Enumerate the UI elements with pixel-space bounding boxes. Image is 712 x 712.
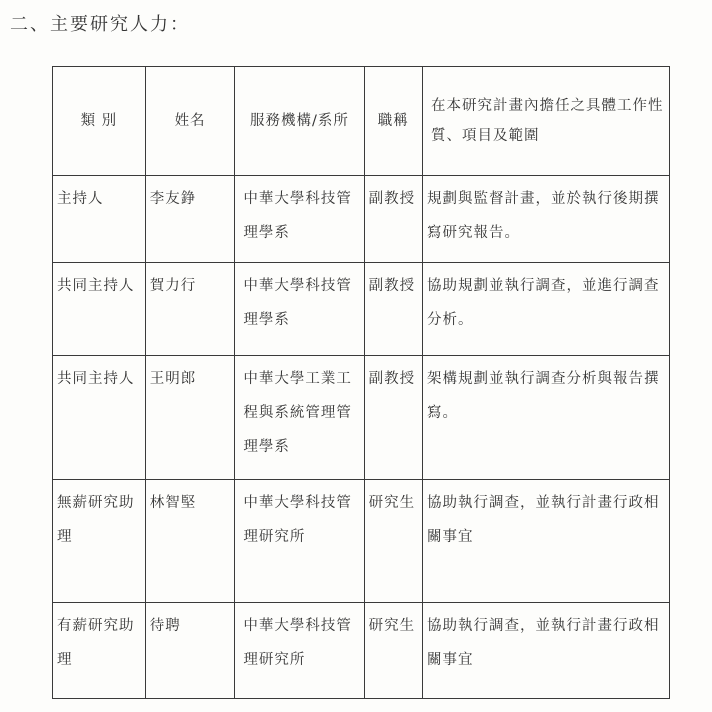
header-duties: 在本研究計畫內擔任之具體工作性質、項目及範圍 xyxy=(422,67,669,176)
table-row xyxy=(53,603,670,699)
cell-name: 待聘 xyxy=(145,603,235,699)
cell-position: 副教授 xyxy=(364,356,422,480)
cell-name: 林智堅 xyxy=(145,480,235,603)
cell-duties: 協助規劃並執行調查，並進行調查分析。 xyxy=(422,263,669,356)
cell-affiliation: 中華大學工業工程與系統管理管理學系 xyxy=(235,356,364,480)
cell-name: 賀力行 xyxy=(145,263,235,356)
cell-category: 有薪研究助理 xyxy=(53,603,146,699)
cell-category: 主持人 xyxy=(53,176,146,263)
cell-position: 副教授 xyxy=(364,176,422,263)
research-staff-table xyxy=(52,66,670,699)
cell-duties: 規劃與監督計畫，並於執行後期撰寫研究報告。 xyxy=(422,176,669,263)
cell-position: 研究生 xyxy=(364,603,422,699)
header-affiliation: 服務機構/系所 xyxy=(235,67,364,176)
cell-name: 李友錚 xyxy=(145,176,235,263)
cell-position: 研究生 xyxy=(364,480,422,603)
cell-category: 無薪研究助理 xyxy=(53,480,146,603)
cell-duties: 協助執行調查，並執行計畫行政相關事宜 xyxy=(422,603,669,699)
header-category: 類 別 xyxy=(53,67,146,176)
cell-duties: 架構規劃並執行調查分析與報告撰寫。 xyxy=(422,356,669,480)
cell-affiliation: 中華大學科技管理研究所 xyxy=(235,480,364,603)
table-row xyxy=(53,263,670,356)
cell-name: 王明郎 xyxy=(145,356,235,480)
table-row xyxy=(53,356,670,480)
cell-affiliation: 中華大學科技管理研究所 xyxy=(235,603,364,699)
cell-affiliation: 中華大學科技管理學系 xyxy=(235,176,364,263)
section-title: 二、主要研究人力： xyxy=(10,14,190,35)
cell-category: 共同主持人 xyxy=(53,356,146,480)
cell-category: 共同主持人 xyxy=(53,263,146,356)
table-header-row xyxy=(53,67,670,176)
cell-position: 副教授 xyxy=(364,263,422,356)
table-row xyxy=(53,480,670,603)
header-name: 姓名 xyxy=(145,67,235,176)
table-row xyxy=(53,176,670,263)
header-position: 職稱 xyxy=(364,67,422,176)
cell-duties: 協助執行調查，並執行計畫行政相關事宜 xyxy=(422,480,669,603)
cell-affiliation: 中華大學科技管理學系 xyxy=(235,263,364,356)
